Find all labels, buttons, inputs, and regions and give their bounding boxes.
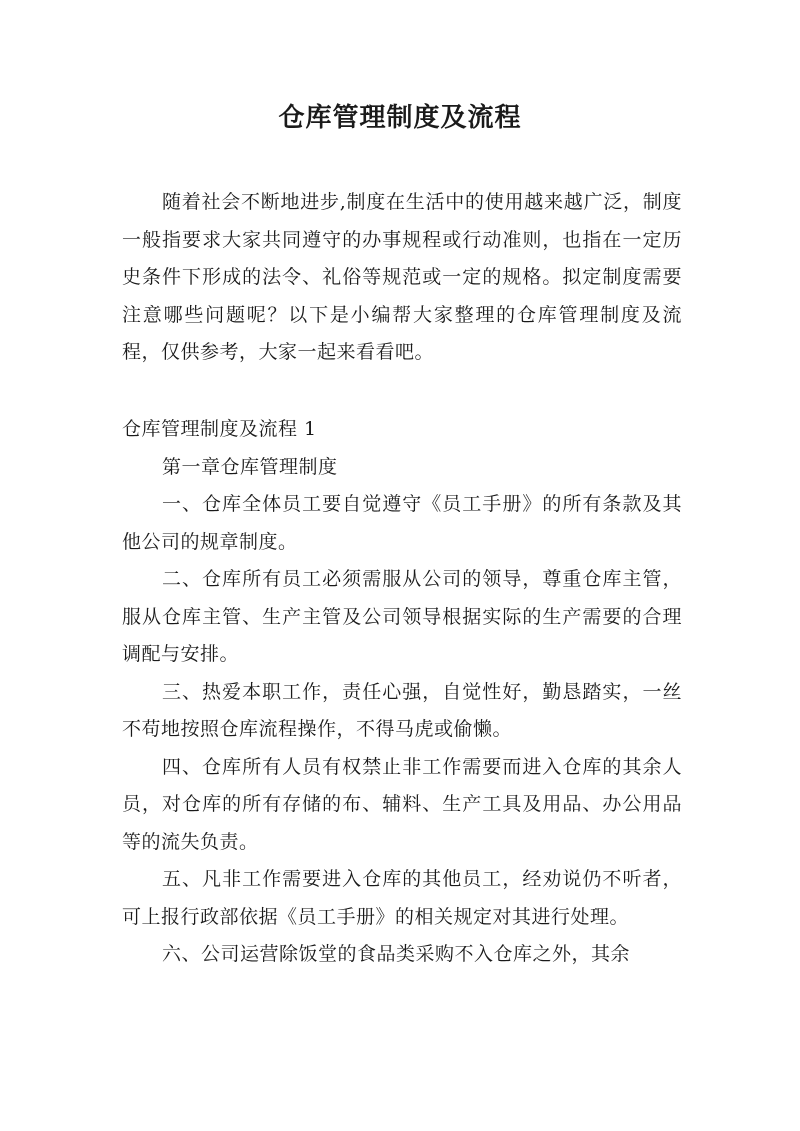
rule-paragraph-6: 六、公司运营除饭堂的食品类采购不入仓库之外，其余 [162, 943, 631, 965]
rule-paragraph-4: 四、仓库所有人员有权禁止非工作需要而进入仓库的其余人员，对仓库的所有存储的布、辅料、生产工具及用品、办公用品等的流失负责。 [122, 755, 682, 853]
rule-paragraph-3: 三、热爱本职工作，责任心强，自觉性好，勤恳踏实，一丝不苟地按照仓库流程操作，不得马虎或偷懒。 [122, 680, 682, 740]
intro-paragraph: 随着社会不断地进步,制度在生活中的使用越来越广泛，制度一般指要求大家共同遵守的办事规程或行动准则，也指在一定历史条件下形成的法令、礼俗等规范或一定的规格。拟定制度需要注意哪些问题呢？以下是小编帮大家整理的仓库管理制度及流程，仅供参考，大家一起来看看吧。 [122, 191, 682, 363]
rule-paragraph-1: 一、仓库全体员工要自觉遵守《员工手册》的所有条款及其他公司的规章制度。 [122, 493, 682, 553]
document-body [122, 411, 682, 974]
rule-paragraph-5: 五、凡非工作需要进入仓库的其他员工，经劝说仍不听者，可上报行政部依据《员工手册》的相关规定对其进行处理。 [122, 868, 682, 928]
document-title: 仓库管理制度及流程 [278, 103, 522, 133]
rule-paragraph-2: 二、仓库所有员工必须需服从公司的领导，尊重仓库主管，服从仓库主管、生产主管及公司领导根据实际的生产需要的合理调配与安排。 [122, 568, 682, 665]
section-title: 仓库管理制度及流程 1 [122, 418, 317, 440]
chapter-heading: 第一章仓库管理制度 [162, 455, 338, 478]
